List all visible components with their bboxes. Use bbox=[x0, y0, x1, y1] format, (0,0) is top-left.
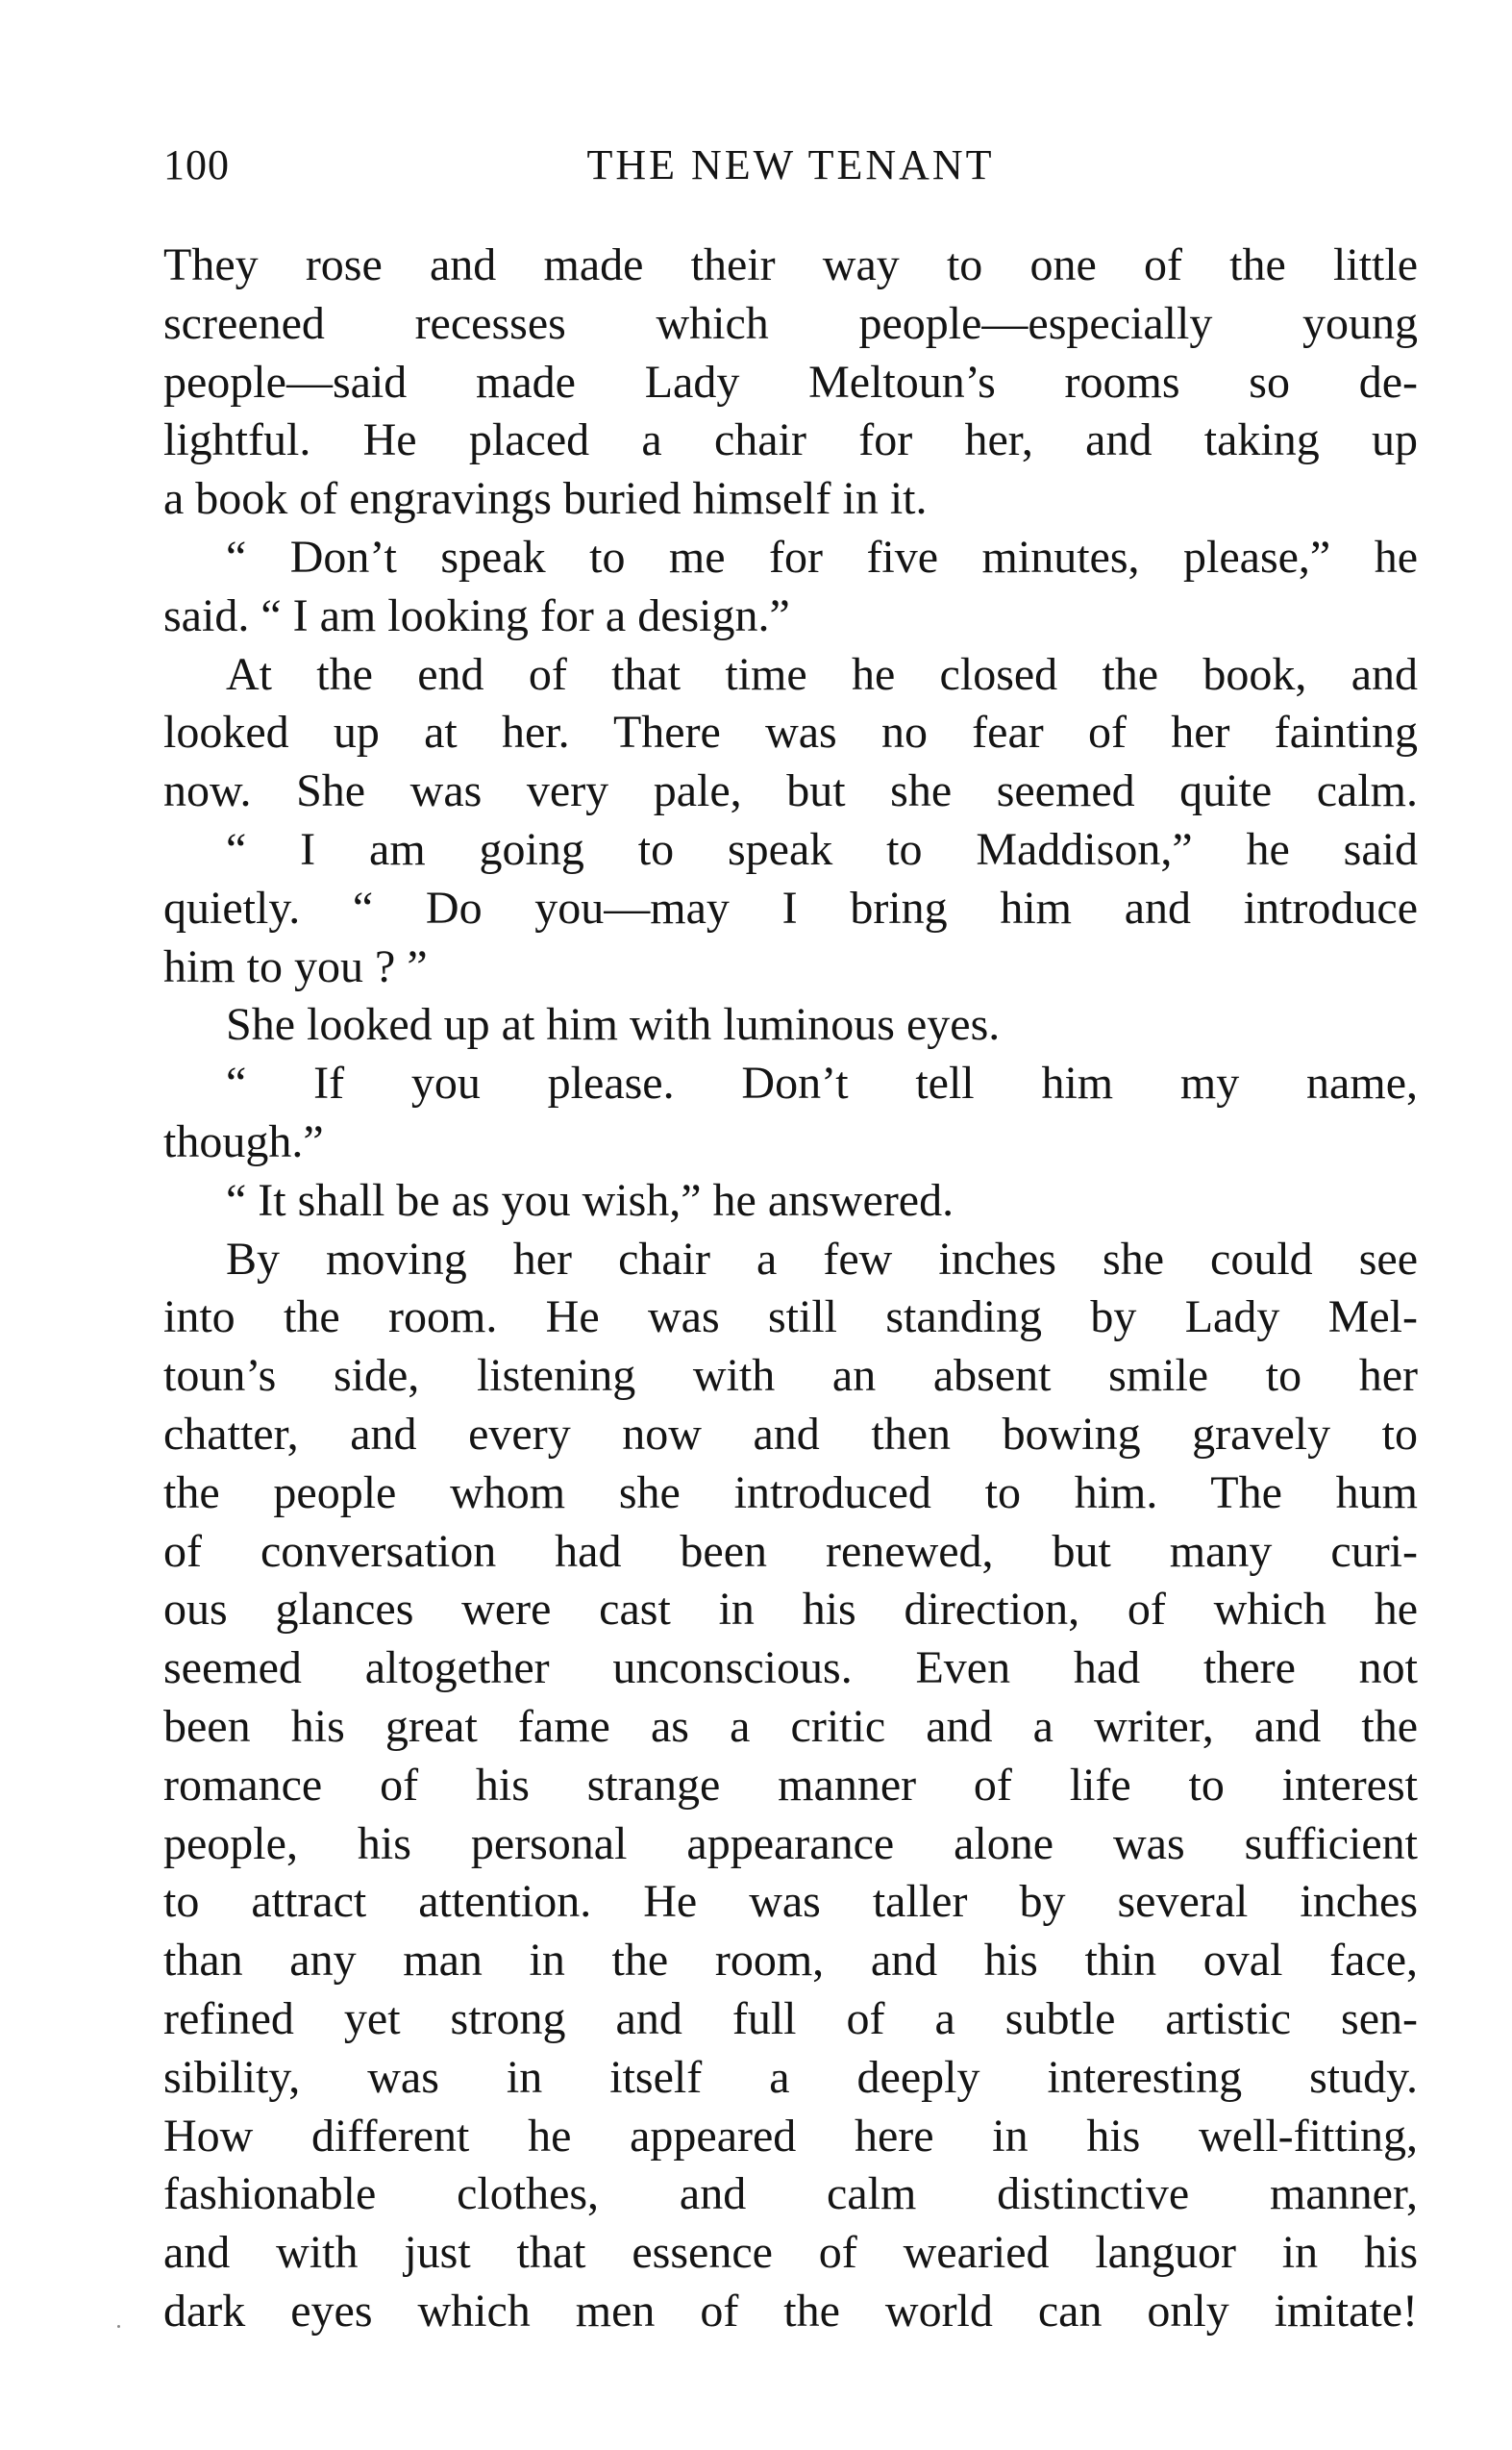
text-line: into the room. He was still standing by Lady Mel- bbox=[163, 1291, 1418, 1343]
text-line: lightful. He placed a chair for her, and taking up bbox=[163, 414, 1418, 466]
text-line: How different he appeared here in his well-fitting, bbox=[163, 2110, 1418, 2162]
text-line: though.” bbox=[163, 1115, 324, 1167]
page-header bbox=[163, 137, 1418, 194]
page-number: 100 bbox=[163, 141, 230, 188]
text-line: fashionable clothes, and calm distinctive manner, bbox=[163, 2168, 1418, 2220]
text-line: They rose and made their way to one of the little bbox=[163, 239, 1418, 290]
text-line: looked up at her. There was no fear of her fainting bbox=[163, 707, 1418, 759]
text-line: him to you ? ” bbox=[163, 940, 428, 992]
text-line: now. She was very pale, but she seemed quite calm. bbox=[163, 765, 1418, 817]
text-line: than any man in the room, and his thin oval face, bbox=[163, 1935, 1418, 1987]
text-line: ous glances were cast in his direction, of which he bbox=[163, 1584, 1418, 1636]
text-line: people, his personal appearance alone was sufficient bbox=[163, 1817, 1418, 1869]
text-line: toun’s side, listening with an absent smile to her bbox=[163, 1350, 1418, 1402]
text-line: romance of his strange manner of life to interest bbox=[163, 1759, 1418, 1811]
text-line: and with just that essence of wearied languor in his bbox=[163, 2227, 1418, 2279]
text-line: screened recesses which people—especially young bbox=[163, 297, 1418, 349]
text-line: said. “ I am looking for a design.” bbox=[163, 589, 790, 641]
text-line: “ Don’t speak to me for five minutes, please,” he bbox=[226, 531, 1418, 583]
body-text bbox=[163, 237, 1418, 2352]
text-line: She looked up at him with luminous eyes. bbox=[226, 999, 1001, 1051]
text-line: the people whom she introduced to him. The hum bbox=[163, 1466, 1418, 1518]
text-line: “ I am going to speak to Maddison,” he said bbox=[226, 823, 1418, 875]
text-line: At the end of that time he closed the book, and bbox=[226, 648, 1418, 700]
paper-speck bbox=[117, 2325, 120, 2328]
text-line: of conversation had been renewed, but many curi- bbox=[163, 1525, 1418, 1577]
text-line: chatter, and every now and then bowing gravely to bbox=[163, 1408, 1418, 1460]
text-line: a book of engravings buried himself in it. bbox=[163, 473, 928, 525]
text-line: refined yet strong and full of a subtle artistic sen- bbox=[163, 1992, 1418, 2044]
text-line: quietly. “ Do you—may I bring him and introduce bbox=[163, 882, 1418, 934]
text-line: By moving her chair a few inches she could see bbox=[226, 1233, 1418, 1285]
text-line: been his great fame as a critic and a writer, and the bbox=[163, 1700, 1418, 1752]
text-line: seemed altogether unconscious. Even had there not bbox=[163, 1642, 1418, 1694]
text-line: sibility, was in itself a deeply interesting study. bbox=[163, 2051, 1418, 2103]
text-line: dark eyes which men of the world can only imitate! bbox=[163, 2285, 1418, 2337]
text-line: “ It shall be as you wish,” he answered. bbox=[226, 1174, 954, 1226]
running-title: THE NEW TENANT bbox=[586, 141, 995, 188]
text-line: “ If you please. Don’t tell him my name, bbox=[226, 1058, 1418, 1110]
text-line: people—said made Lady Meltoun’s rooms so de- bbox=[163, 356, 1418, 408]
text-line: to attract attention. He was taller by several inches bbox=[163, 1876, 1418, 1928]
